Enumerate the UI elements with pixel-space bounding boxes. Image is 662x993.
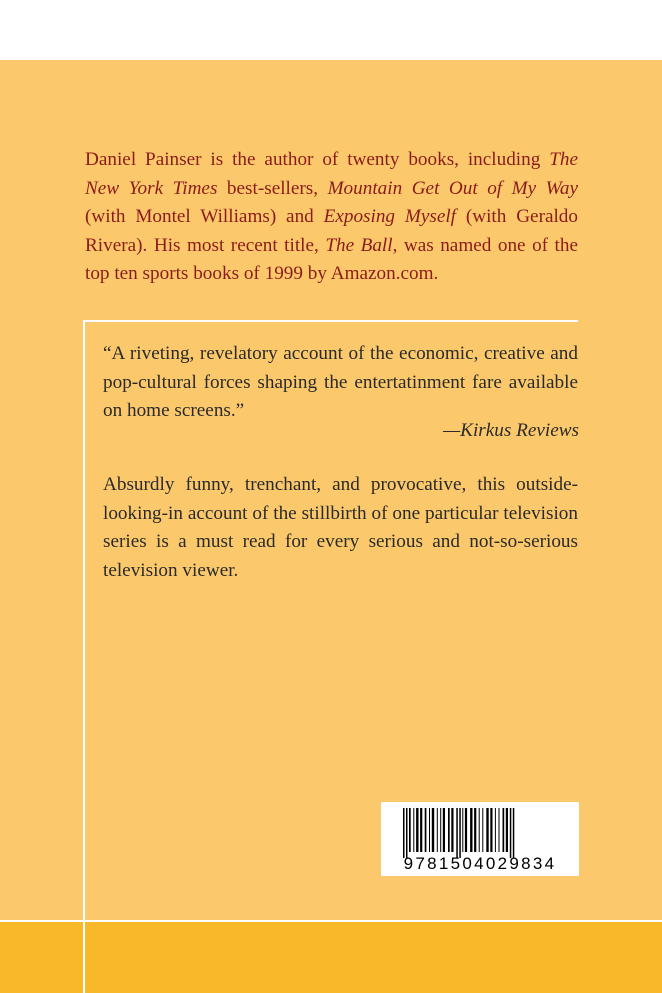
barcode-bar <box>425 808 427 852</box>
barcode-bar <box>440 808 441 852</box>
bio-title-ball: The Ball <box>325 234 393 256</box>
bio-title-mountain: Mountain Get Out of My Way <box>327 177 578 199</box>
horizontal-rule <box>83 320 578 322</box>
isbn-number: 9781504029834 <box>403 854 557 873</box>
bio-text: (with Montel Williams) and <box>85 206 324 227</box>
barcode-bar <box>499 808 500 852</box>
barcode-bar <box>443 808 445 852</box>
barcode-bar <box>432 808 434 852</box>
barcode-bar <box>510 808 512 858</box>
barcode-bar <box>465 808 467 852</box>
barcode-bar <box>482 808 483 852</box>
bio-text: , was named one of the top ten sports books of 1999 by Amazon.com. <box>85 234 578 284</box>
barcode-bar <box>416 808 418 852</box>
barcode-bar <box>474 808 476 852</box>
bio-text: best-sellers, <box>217 177 328 199</box>
barcode-bar <box>470 808 472 852</box>
bio-text: (with Geraldo Rivera). His most recent title, <box>85 206 578 256</box>
barcode-bar <box>451 808 453 852</box>
review-attribution: —Kirkus Reviews <box>443 420 579 441</box>
bio-title-nyt: The New York Times <box>85 149 578 199</box>
barcode-bar <box>506 808 508 852</box>
barcode-bar <box>479 808 480 852</box>
review-quote: “A riveting, revelatory account of the economic, creative and pop-cultural forces shaping the entertatinment fare available on home screens.” <box>103 343 578 421</box>
barcode-bar <box>409 808 411 852</box>
bottom-band <box>0 920 662 993</box>
barcode-bar <box>420 808 422 852</box>
barcode-bar <box>437 808 438 852</box>
barcode-bar <box>513 808 515 858</box>
book-description: Absurdly funny, trenchant, and provocative, this outside-looking-in account of the stillbirth of one particular television series is a must read for every serious and not-so-serious television viewer. <box>103 474 578 581</box>
barcode-bar <box>459 808 461 858</box>
vertical-rule <box>83 320 85 993</box>
author-bio <box>85 146 578 289</box>
barcode-bar <box>495 808 496 852</box>
barcode-bar <box>403 808 405 858</box>
barcode-bar <box>448 808 450 852</box>
barcode-bar <box>406 808 408 858</box>
isbn-barcode <box>381 802 579 876</box>
barcode-bar <box>456 808 458 858</box>
barcode-bar <box>413 808 414 852</box>
barcode-bar <box>486 808 488 852</box>
bottom-divider <box>0 920 662 922</box>
bio-title-exposing: Exposing Myself <box>323 206 457 227</box>
barcode-bar <box>503 808 505 852</box>
bio-text: Daniel Painser is the author of twenty books, including <box>85 149 550 170</box>
barcode-bar <box>462 808 463 852</box>
barcode-bar <box>490 808 492 852</box>
barcode-bar <box>429 808 430 852</box>
